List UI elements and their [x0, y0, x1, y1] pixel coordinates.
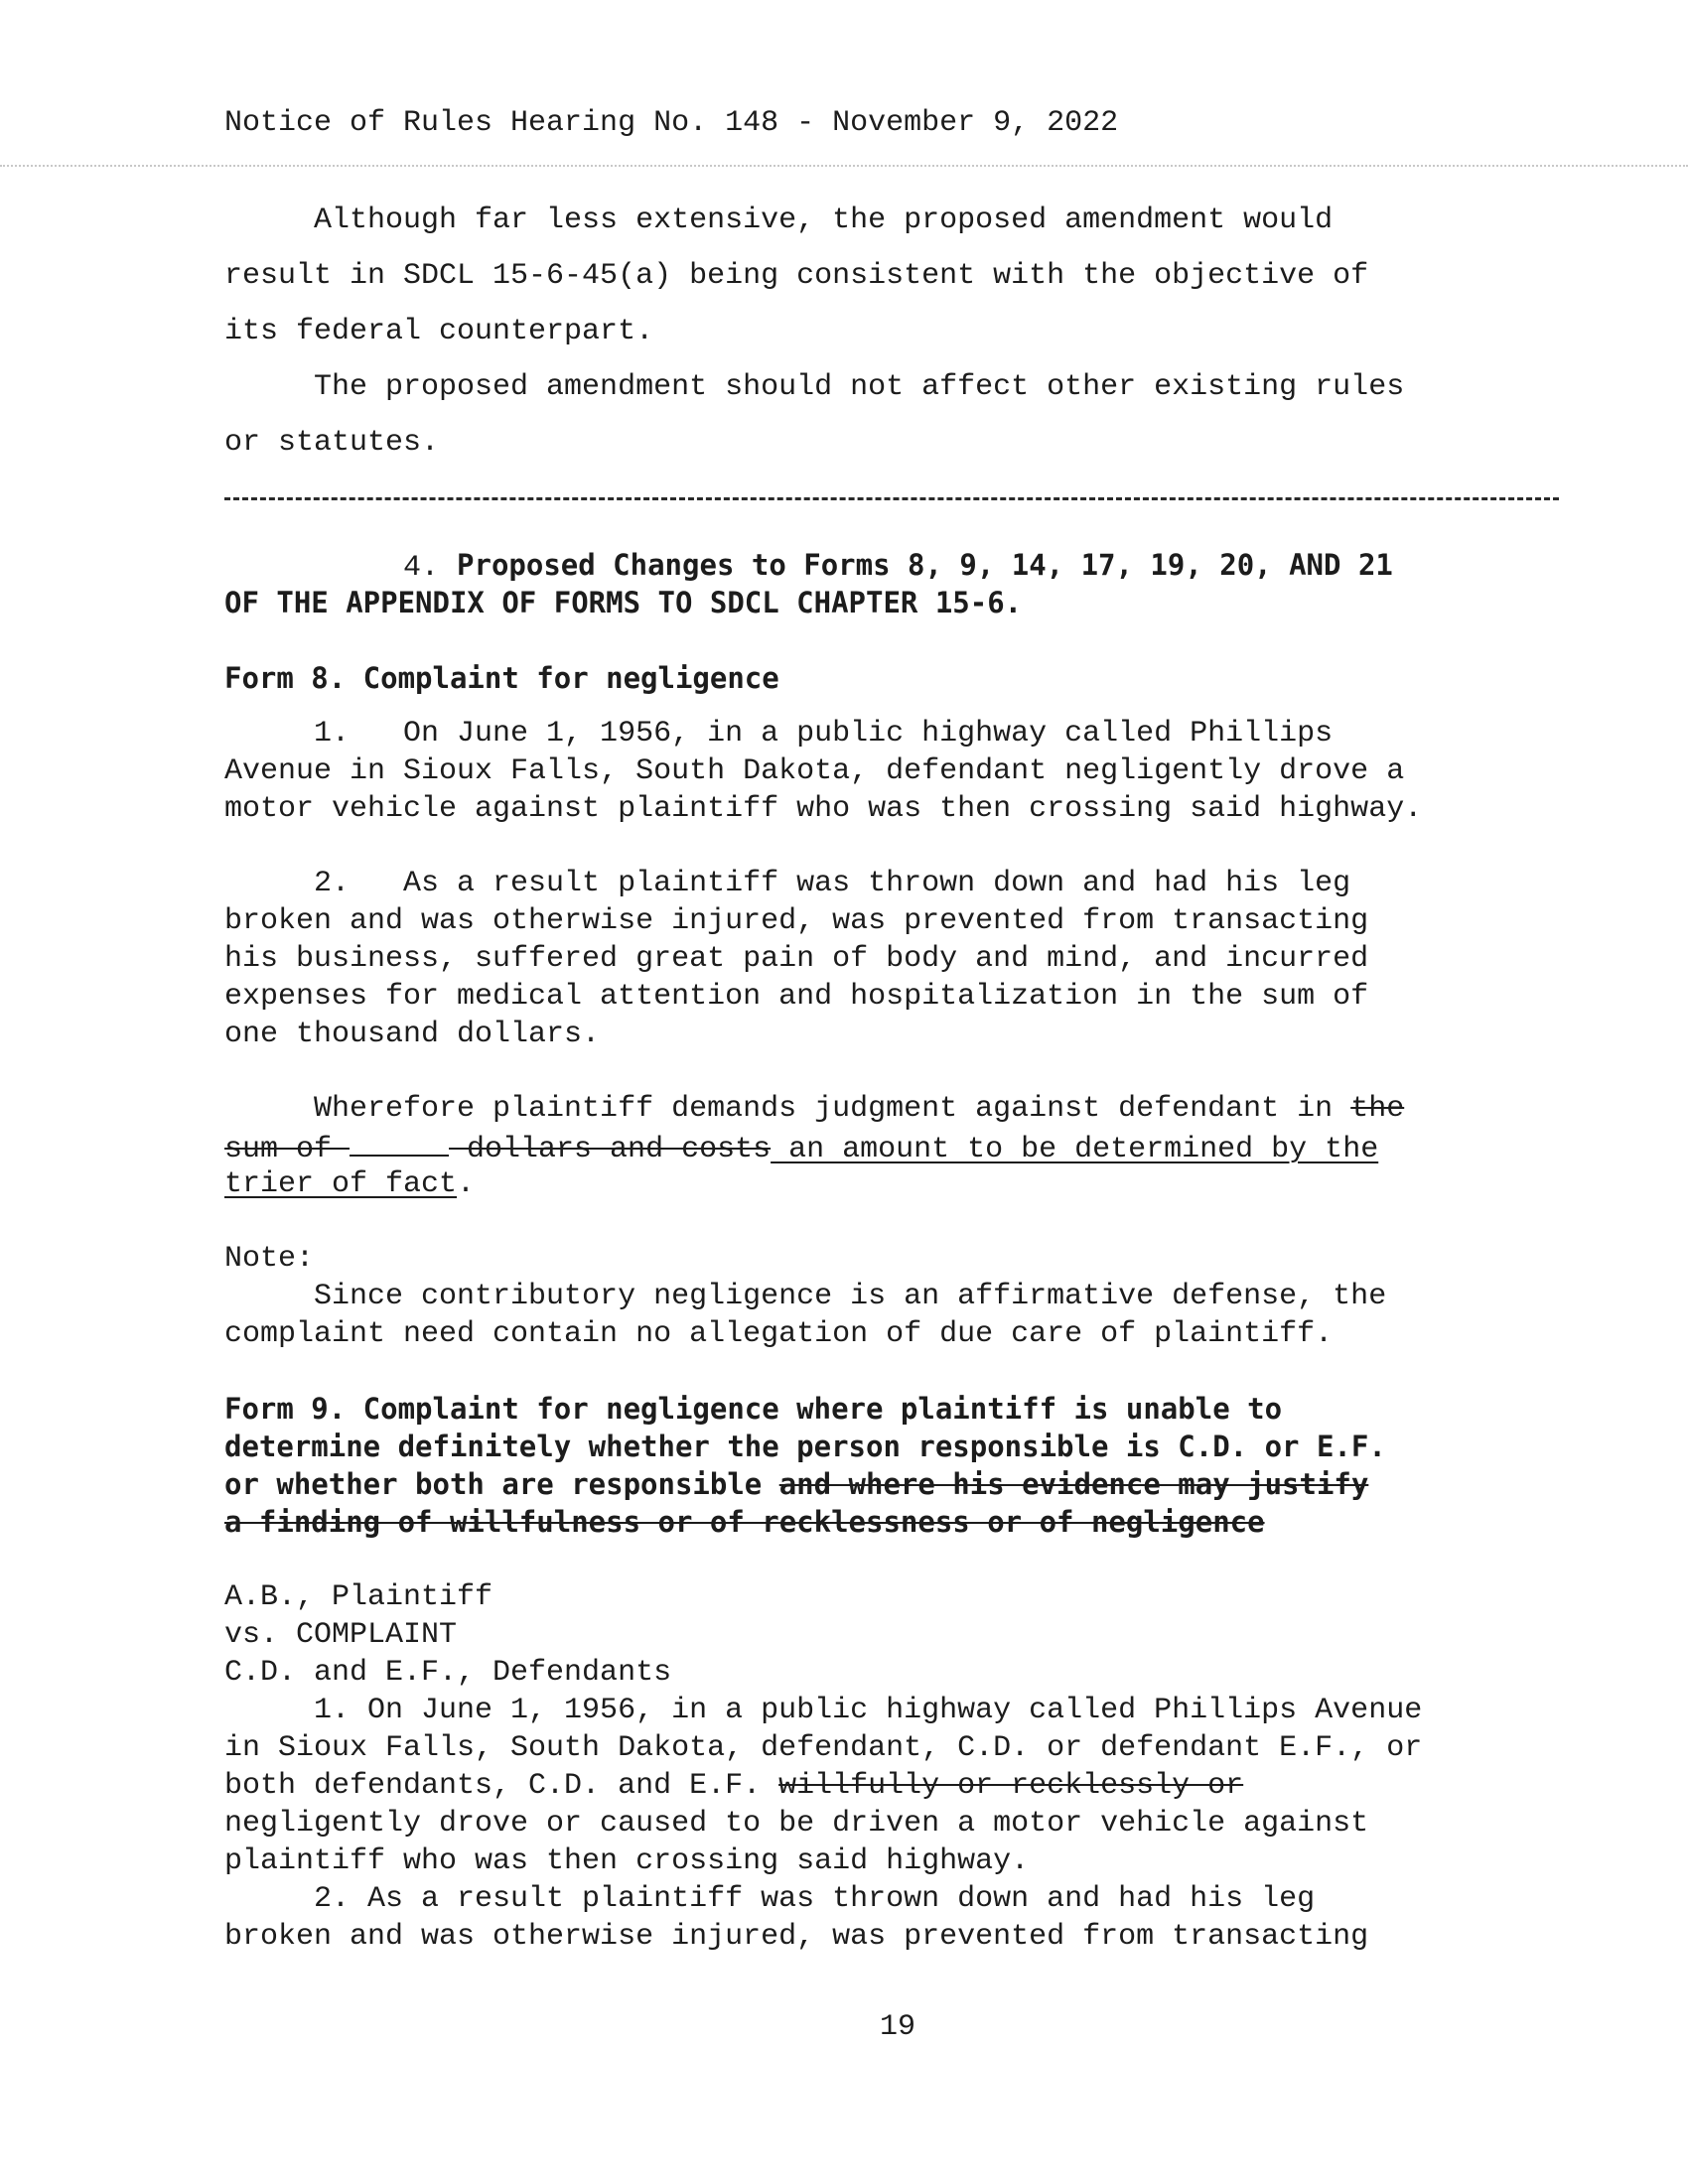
deleted-text: a finding of willfulness or of recklessness or of negligence [224, 1505, 1265, 1539]
form9-heading-line3 [224, 1466, 1368, 1502]
form9-heading-line: determine definitely whether the person responsible is C.D. or E.F. [224, 1430, 1386, 1463]
intro-line: or statutes. [224, 426, 440, 460]
caption-defendants: C.D. and E.F., Defendants [224, 1656, 672, 1690]
intro-line: The proposed amendment should not affect other existing rules [224, 370, 1405, 404]
inserted-text: an amount to be determined by the [771, 1133, 1379, 1166]
page-number: 19 [879, 2010, 915, 2044]
form9-paragraph2-line: broken and was otherwise injured, was prevented from transacting [224, 1920, 1369, 1954]
caption-complaint: vs. COMPLAINT [224, 1618, 458, 1652]
form8-wherefore-line3 [224, 1166, 475, 1202]
note-line: Since contributory negligence is an affirmative defense, the [224, 1280, 1387, 1313]
deleted-text: willfully or recklessly or [778, 1769, 1244, 1803]
section4-heading-line2: OF THE APPENDIX OF FORMS TO SDCL CHAPTER 15-6. [224, 586, 1023, 619]
page-header: Notice of Rules Hearing No. 148 - November 9, 2022 [224, 106, 1119, 140]
form9-paragraph2-line: 2. As a result plaintiff was thrown down and had his leg [224, 1882, 1316, 1916]
form8-paragraph1-line: 1. On June 1, 1956, in a public highway called Phillips [224, 717, 1334, 751]
form8-paragraph2-line: one thousand dollars. [224, 1018, 601, 1051]
form9-paragraph1-line: negligently drove or caused to be driven a motor vehicle against [224, 1807, 1369, 1841]
form8-paragraph2-line: broken and was otherwise injured, was prevented from transacting [224, 904, 1369, 938]
blank-amount-line [350, 1129, 449, 1157]
form9-kept-text: both defendants, C.D. and E.F. [224, 1769, 779, 1803]
intro-line: Although far less extensive, the proposed amendment would [224, 204, 1334, 237]
note-line: complaint need contain no allegation of due care of plaintiff. [224, 1317, 1334, 1351]
scan-artifact-rule [0, 165, 1688, 167]
form8-paragraph2-line: his business, suffered great pain of body and mind, and incurred [224, 942, 1369, 976]
deleted-text: sum of [224, 1133, 351, 1166]
deleted-text: dollars and costs [449, 1133, 772, 1166]
form8-paragraph2-line: expenses for medical attention and hospitalization in the sum of [224, 980, 1369, 1014]
intro-line: its federal counterpart. [224, 315, 654, 348]
intro-line: result in SDCL 15-6-45(a) being consistent with the objective of [224, 259, 1369, 293]
form8-heading: Form 8. Complaint for negligence [224, 661, 779, 695]
section4-number: 4. [224, 551, 458, 585]
deleted-text: and where his evidence may justify [778, 1467, 1369, 1501]
caption-plaintiff: A.B., Plaintiff [224, 1580, 493, 1614]
form9-paragraph1-line: plaintiff who was then crossing said highway. [224, 1844, 1030, 1878]
form9-paragraph1-line: 1. On June 1, 1956, in a public highway called Phillips Avenue [224, 1694, 1423, 1727]
wherefore-lead: Wherefore plaintiff demands judgment against defendant in [224, 1092, 1351, 1126]
form8-wherefore-line1 [224, 1091, 1404, 1127]
sentence-end: . [457, 1167, 476, 1201]
section-separator [224, 497, 1559, 500]
form9-paragraph1-line3 [224, 1768, 1243, 1804]
form8-paragraph2-line: 2. As a result plaintiff was thrown down and had his leg [224, 867, 1351, 900]
form8-paragraph1-line: Avenue in Sioux Falls, South Dakota, defendant negligently drove a [224, 754, 1405, 788]
form9-heading-line: Form 9. Complaint for negligence where plaintiff is unable to [224, 1392, 1283, 1426]
section4-title: Proposed Changes to Forms 8, 9, 14, 17, 19, 20, AND 21 [457, 548, 1393, 582]
section4-heading-line1 [224, 547, 1393, 586]
form8-wherefore-line2 [224, 1129, 1378, 1167]
inserted-text: trier of fact [224, 1167, 458, 1201]
form9-paragraph1-line: in Sioux Falls, South Dakota, defendant, C.D. or defendant E.F., or [224, 1731, 1423, 1765]
deleted-text: the [1350, 1092, 1405, 1126]
form9-heading-kept: or whether both are responsible [224, 1467, 779, 1501]
note-label: Note: [224, 1242, 315, 1276]
form8-paragraph1-line: motor vehicle against plaintiff who was then crossing said highway. [224, 792, 1423, 826]
